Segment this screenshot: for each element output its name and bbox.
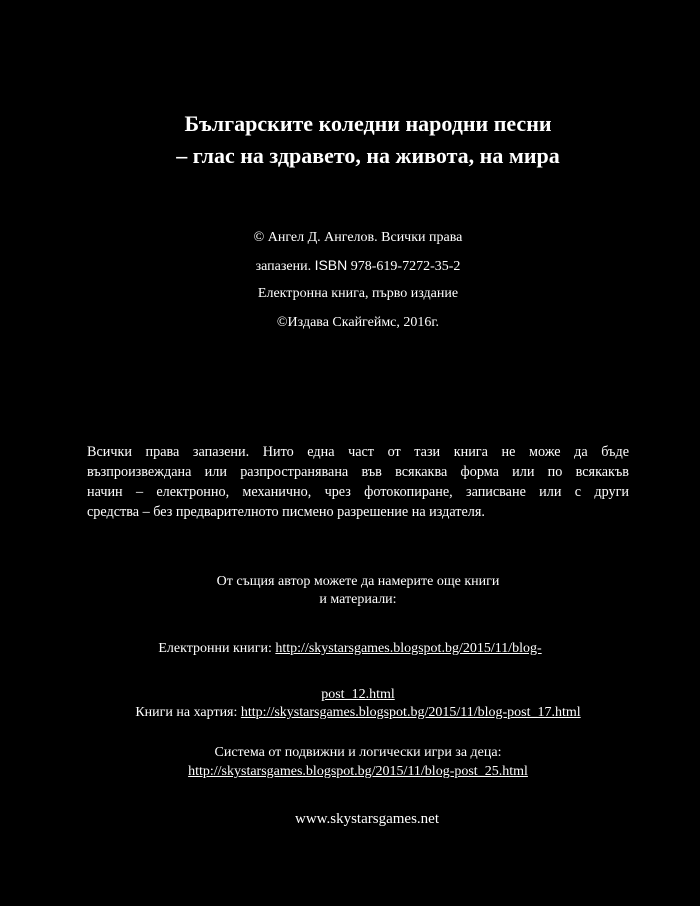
- paper-books-link[interactable]: http://skystarsgames.blogspot.bg/2015/11/blog-post_17.html: [240, 705, 581, 720]
- copyright-line-1: © Ангел Д. Ангелов. Всички права: [253, 230, 463, 245]
- ebooks-link[interactable]: http://skystarsgames.blogspot.bg/2015/11/blog-: [275, 641, 542, 656]
- rights-notice-line: средства – без предварителното писмено разрешение на издателя.: [87, 504, 485, 520]
- book-title-line-2: – глас на здравето, на живота, на мира: [176, 143, 560, 168]
- rights-notice-line: начин – електронно, механично, чрез фотокопиране, записване или с други: [87, 484, 629, 500]
- isbn-label: ISBN: [314, 257, 348, 273]
- edition-line: Електронна книга, първо издание: [257, 286, 459, 301]
- ebooks-link-part-2[interactable]: post_12.html: [321, 687, 395, 702]
- publisher-line: ©Издава Скайгеймс, 2016г.: [276, 315, 440, 330]
- copyright-isbn-line: [8, 256, 700, 276]
- book-title-line-1: Българските коледни народни песни: [184, 111, 552, 136]
- isbn-number: 978-619-7272-35-2: [347, 259, 461, 274]
- paper-books-label: Книги на хартия:: [135, 705, 241, 720]
- website-link[interactable]: www.skystarsgames.net: [294, 811, 439, 827]
- games-line: Система от подвижни и логически игри за деца:: [214, 745, 502, 760]
- ebooks-link-continuation: [8, 686, 700, 704]
- rights-notice: [87, 442, 629, 522]
- ebooks-line: [0, 640, 700, 658]
- ebooks-label: Електронни книги:: [158, 641, 276, 656]
- copyright-line-2-prefix: запазени.: [255, 259, 315, 274]
- more-books-line-1: От същия автор можете да намерите още книги: [216, 574, 500, 589]
- rights-notice-line: възпроизвеждана или разпространявана във всякаква форма или по всякакъв: [87, 464, 629, 480]
- more-books-line-2: и материали:: [319, 592, 397, 607]
- paper-books-line: [8, 704, 700, 722]
- games-link-line: [8, 763, 700, 781]
- rights-notice-line: Всички права запазени. Нито една част от тази книга не може да бъде: [87, 444, 629, 460]
- games-link[interactable]: http://skystarsgames.blogspot.bg/2015/11/blog-post_25.html: [188, 764, 528, 779]
